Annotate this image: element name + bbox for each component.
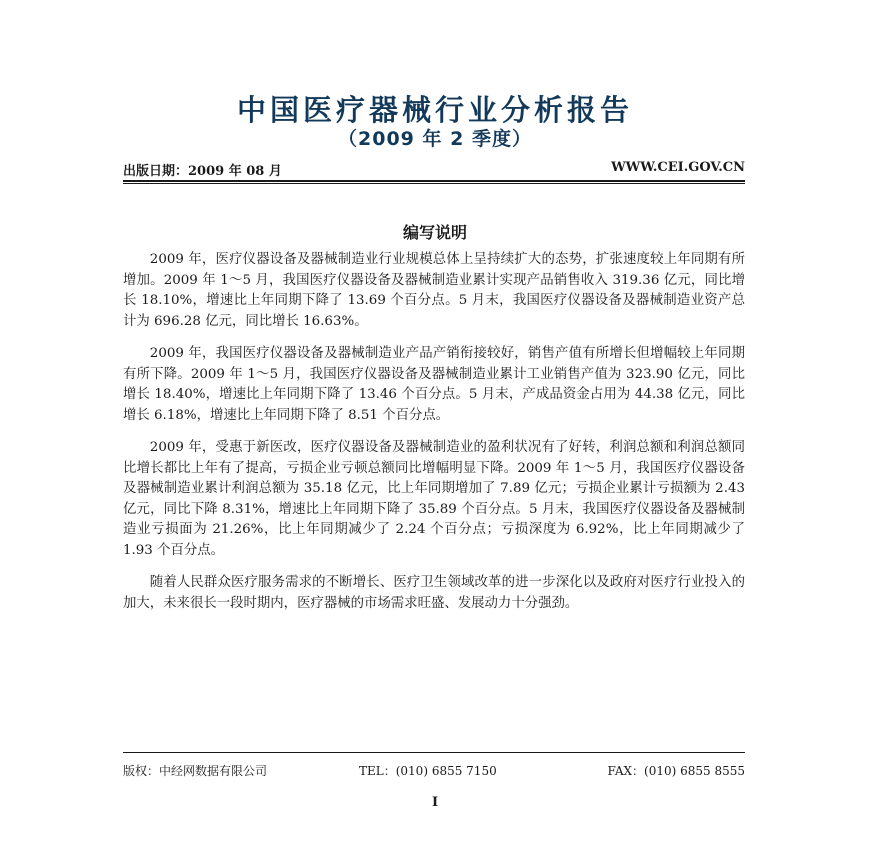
telephone-text: TEL：(010) 6855 7150 <box>359 764 497 778</box>
report-title: 中国医疗器械行业分析报告 <box>236 93 633 127</box>
report-subtitle: （2009 年 2 季度） <box>338 128 532 150</box>
fax-text: FAX：(010) 6855 8555 <box>607 764 745 778</box>
paragraph: 随着人民群众医疗服务需求的不断增长、医疗卫生领域改革的进一步深化以及政府对医疗行业投入的加大，未来很长一段时期内，医疗器械的市场需求旺盛、发展动力十分强劲。 <box>123 575 745 611</box>
header-divider-thin <box>123 183 745 184</box>
footer-divider <box>123 752 745 753</box>
section-body <box>123 250 745 626</box>
paragraph: 2009 年，受惠于新医改，医疗仪器设备及器械制造业的盈利状况有了好转，利润总额和利润总额同比增长都比上年有了提高，亏损企业亏顿总额同比增幅明显下降。2009 年 1～5 月，我国医疗仪器设备及器械制造业累计利润总额为 35.18 亿元，比上年同期增加了 7.89 亿元；亏损企业累计亏损额为 2.43 亿元，同比下降 8.31%，增速比上年同期下降了 35.89 个百分点。5 月末，我国医疗仪器设备及器械制造业亏损面为 21.26%，比上年同期减少了 2.24 个百分点；亏损深度为 6.92%，比上年同期减少了 1.93 个百分点。 <box>123 440 745 558</box>
copyright-text: 版权：中经网数据有限公司 <box>123 764 268 778</box>
paragraph: 2009 年，医疗仪器设备及器械制造业行业规模总体上呈持续扩大的态势，扩张速度较上年同期有所增加。2009 年 1～5 月，我国医疗仪器设备及器械制造业累计实现产品销售收入 319.36 亿元，同比增长 18.10%，增速比上年同期下降了 13.69 个百分点。5 月末，我国医疗仪器设备及器械制造业资产总计为 696.28 亿元，同比增长 16.63%。 <box>123 252 745 329</box>
page-number: I <box>431 795 439 810</box>
paragraph: 2009 年，我国医疗仪器设备及器械制造业产品产销衔接较好，销售产值有所增长但增幅较上年同期有所下降。2009 年 1～5 月，我国医疗仪器设备及器械制造业累计工业销售产值为 323.90 亿元，同比增长 18.40%，增速比上年同期下降了 13.46 个百分点。5 月末，产成品资金占用为 44.38 亿元，同比增长 6.18%，增速比上年同期下降了 8.51 个百分点。 <box>123 346 745 423</box>
website-link[interactable]: WWW.CEI.GOV.CN <box>611 160 745 175</box>
publication-date: 出版日期：2009 年 08 月 <box>123 164 282 179</box>
footer <box>123 762 745 782</box>
section-heading: 编写说明 <box>402 223 467 242</box>
header-divider <box>123 180 745 182</box>
